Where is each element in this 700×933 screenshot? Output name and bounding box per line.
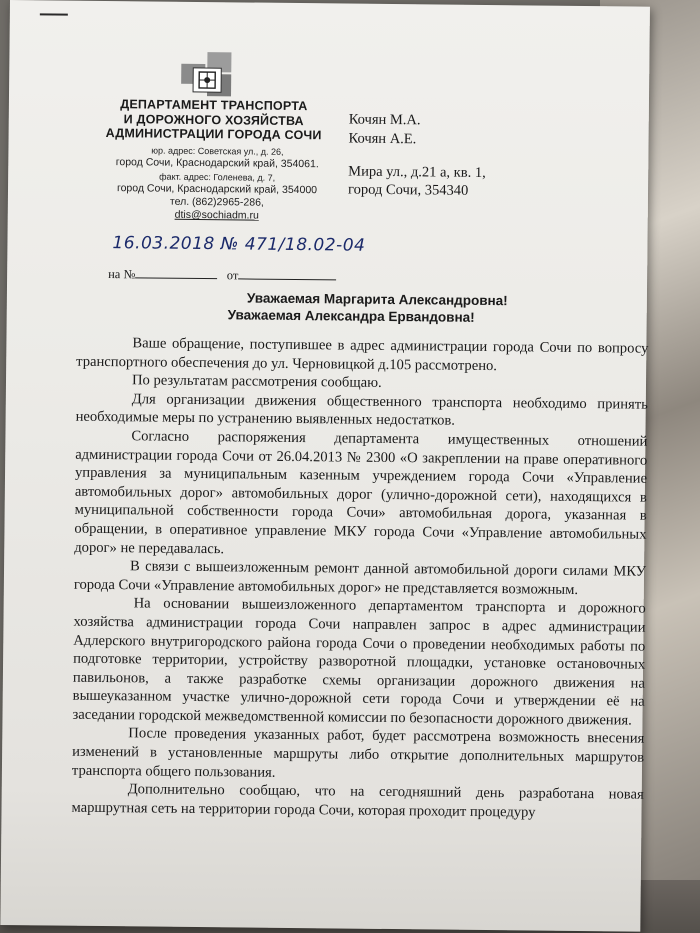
- page-mark: [40, 13, 68, 15]
- recipient-city: город Сочи, 354340: [347, 181, 469, 199]
- handwritten-date-number: 16.03.2018 № 471/18.02-04: [112, 233, 366, 256]
- handwritten-registration: [112, 233, 366, 261]
- body-paragraph-1: Ваше обращение, поступившее в адрес администрации города Сочи по вопросу транспортного обеспечения до ул. Черновицкой д.105 рассмотрено.: [76, 335, 649, 374]
- department-name-line-1: ДЕПАРТАМЕНТ ТРАНСПОРТА: [120, 97, 308, 114]
- department-name-line-2: И ДОРОЖНОГО ХОЗЯЙСТВА: [123, 111, 304, 128]
- department-name: [99, 97, 329, 143]
- greeting-line-1: Уважаемая Маргарита Александровна!: [246, 290, 508, 309]
- legal-address-city: город Сочи, Краснодарский край, 354061.: [115, 156, 319, 171]
- recipient-name-2: Кочян А.Е.: [348, 130, 417, 148]
- body-paragraph-8: Дополнительно сообщаю, что на сегодняшний день разработана новая маршрутная сеть на территории города Сочи, которая проходит процедуру: [71, 781, 644, 821]
- body-paragraph-3: Для организации движения общественного транспорта необходимо принять необходимые меры по устранению выявленных недостатков.: [75, 391, 648, 430]
- department-email: dtis@sochiadm.ru: [174, 208, 259, 222]
- reference-number-label: на №: [108, 267, 136, 282]
- department-phone: тел. (862)2965-286,: [169, 195, 264, 209]
- reference-line: [108, 265, 336, 284]
- letter-body: [71, 334, 648, 823]
- actual-address-city: город Сочи, Краснодарский край, 354000: [116, 182, 318, 197]
- body-paragraph-7: После проведения указанных работ, будет рассмотрена возможность внесения изменений в установленные маршруты либо открытие дополнительных маршрутов транспорта общего пользования.: [71, 725, 645, 781]
- sochi-emblem-icon: [179, 50, 236, 101]
- recipient-street: Мира ул., д.21 а, кв. 1,: [348, 163, 486, 181]
- legal-address: юр. адрес: Советская ул., д. 26,: [151, 145, 284, 157]
- body-paragraph-4: Согласно распоряжения департамента имущественных отношений администрации города Сочи от 26.04.2013 № 2300 «О закреплении на праве оперативного управления за муниципальным казенным учреждением города Сочи «Управление автомобильных дорог» автомобильных дорог (улично-дорожной сети), находящихся в муниципальной собственности города Сочи» автомобильная дорога, указанная в обращении, в оперативное управление МКУ города Сочи «Управление автомобильных дорог» не передавалась.: [74, 428, 648, 557]
- reference-number-blank: [135, 265, 217, 279]
- body-paragraph-2: По результатам рассмотрения сообщаю.: [131, 372, 382, 392]
- greeting-line-2: Уважаемая Александра Ервандовна!: [227, 307, 475, 325]
- reference-date-blank: [238, 266, 336, 280]
- actual-address: факт. адрес: Голенева, д. 7,: [159, 171, 276, 183]
- reference-from-label: от: [226, 268, 239, 283]
- body-paragraph-6: На основании вышеизложенного департаментом транспорта и дорожного хозяйства администрации города Сочи направлен запрос в адрес администрации Адлерского внутригородского района города Сочи о проведении необходимых работы по подготовке территории, устройству разворотной площадки, установке остановочных павильонов, а также разработке схемы организации дорожного движения на вышеуказанном участке улично-дорожной сети города Сочи и утверждении её на заседании городской межведомственной комиссии по безопасности дорожного движения.: [72, 595, 646, 729]
- body-paragraph-5: В связи с вышеизложенным ремонт данной автомобильной дороги силами МКУ города Сочи «Управление автомобильных дорог» не представляется возможным.: [73, 558, 647, 598]
- recipient-name-1: Кочян М.А.: [348, 111, 421, 129]
- department-name-line-3: АДМИНИСТРАЦИИ ГОРОДА СОЧИ: [105, 126, 322, 143]
